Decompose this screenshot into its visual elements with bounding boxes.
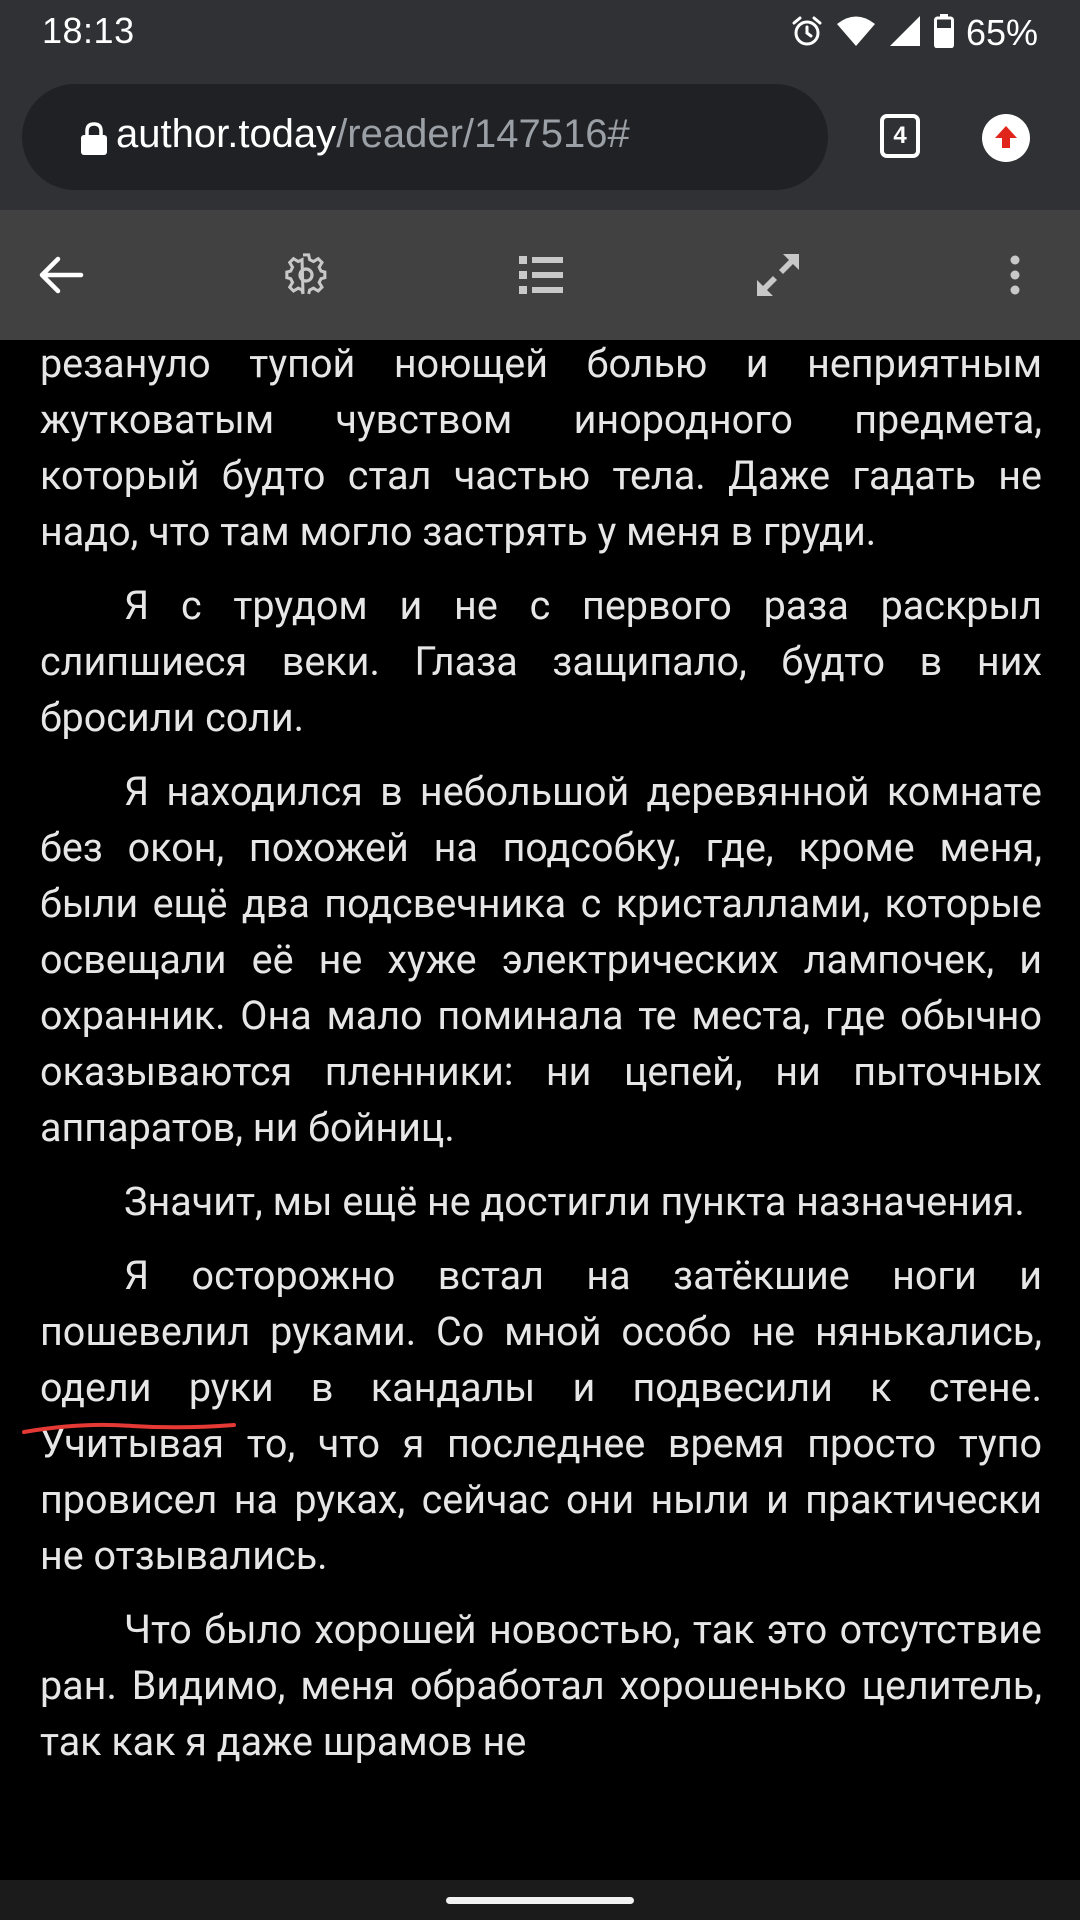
url-host: author.today — [116, 112, 337, 156]
paragraph: Значит, мы ещё не достигли пункта назначения. — [124, 1178, 1025, 1225]
reader-content[interactable] — [0, 340, 1080, 1880]
browser-toolbar — [0, 66, 1080, 210]
spellcheck-underline — [22, 1420, 236, 1438]
reader-text — [40, 340, 1042, 1788]
list-icon[interactable] — [506, 240, 576, 310]
battery-percent: 65% — [965, 12, 1038, 53]
paragraph: Я осторожно встал на затёкшие ноги и пошевелил руками. Со мной особо не нянькались, одели руки в кандалы и подвесили к стене. Учитывая то, что я последнее время просто тупо провисел на руках, сейчас они ныли и практически не отзывались. — [40, 1252, 1042, 1579]
paragraph: Что было хорошей новостью, так это отсутствие ран. Видимо, меня обработал хорошенько целитель, так как я даже шрамов не — [40, 1606, 1042, 1765]
home-gesture-handle[interactable] — [446, 1897, 634, 1904]
battery-icon — [934, 14, 954, 52]
cell-signal-icon — [888, 15, 922, 51]
status-icons — [790, 8, 1038, 58]
omnibox[interactable] — [22, 84, 828, 190]
reader-toolbar — [0, 210, 1080, 340]
url-text[interactable] — [116, 112, 630, 157]
lock-icon[interactable] — [80, 122, 108, 154]
status-time: 18:13 — [42, 10, 135, 51]
wifi-icon — [836, 15, 876, 51]
more-vert-icon[interactable] — [980, 240, 1050, 310]
paragraph: Я находился в небольшой деревянной комнате без окон, похожей на подсобку, где, кроме меня, были ещё два подсвечника с кристаллами, которые освещали её не хуже электрических лампочек, и охранник. Она мало поминала те места, где обычно оказываются пленники: ни цепей, ни пыточных аппаратов, ни бойниц. — [40, 768, 1042, 1151]
gear-icon[interactable] — [271, 240, 341, 310]
system-navigation-bar — [0, 1880, 1080, 1920]
fullscreen-icon[interactable] — [743, 240, 813, 310]
alarm-icon — [790, 14, 824, 52]
paragraph: резануло тупой ноющей болью и неприятным жутковатым чувством инородного предмета, который будто стал частью тела. Даже гадать не надо, что там могло застрять у меня в груди. — [40, 340, 1042, 555]
update-available-icon[interactable] — [982, 114, 1030, 162]
back-arrow-icon[interactable] — [26, 240, 96, 310]
tab-switcher-icon[interactable]: 4 — [880, 114, 920, 158]
paragraph: Я с трудом и не с первого раза раскрыл слипшиеся веки. Глаза защипало, будто в них бросили соли. — [40, 582, 1042, 741]
url-path: /reader/147516# — [336, 112, 630, 156]
status-bar — [0, 0, 1080, 66]
